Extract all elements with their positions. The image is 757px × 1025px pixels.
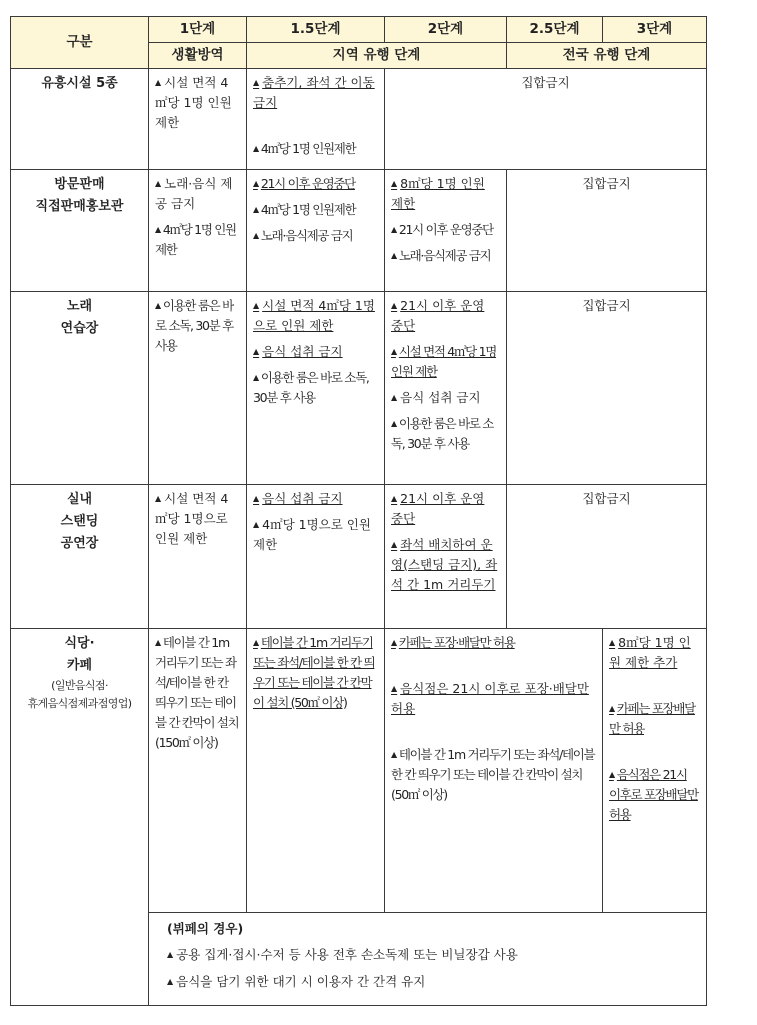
cell-standing-level-1-5: [247, 485, 385, 629]
triangle-bullet-icon: ▲: [391, 347, 396, 356]
header-level-1-5: 1.5단계: [247, 17, 385, 43]
cell-karaoke-level-1-5: [247, 292, 385, 485]
buffet-title: (뷔페의 경우): [167, 921, 244, 936]
list-item: ▲ 시설 면적 4㎡당 1명 인원 제한: [391, 344, 497, 379]
triangle-bullet-icon: ▲: [155, 179, 162, 188]
header-level-1: 1단계: [149, 17, 247, 43]
cell-karaoke-level-1: [149, 292, 247, 485]
triangle-bullet-icon: ▲: [391, 638, 396, 647]
cell-sales-ban: 집합금지: [507, 170, 707, 292]
list-item: ▲ 음식 섭취 금지: [253, 491, 343, 506]
row-label-line: 스탠딩: [60, 514, 99, 529]
triangle-bullet-icon: ▲: [155, 225, 160, 234]
cell-standing-ban: 집합금지: [507, 485, 707, 629]
row-label-line: 식당·: [64, 636, 95, 651]
row-label-standing: [11, 485, 149, 629]
list-item: ▲ 카페는 포장배달만 허용: [609, 701, 695, 736]
cell-sales-level-2: [385, 170, 507, 292]
row-label-entertainment: 유흥시설 5종: [11, 69, 149, 170]
cell-entertainment-ban: 집합금지: [385, 69, 707, 170]
cell-karaoke-ban: 집합금지: [507, 292, 707, 485]
row-sublabel: (일반음식점·: [51, 679, 108, 692]
header-sub-level-1: 생활방역: [149, 43, 247, 69]
row-label-line: 직접판매홍보관: [35, 199, 124, 214]
cell-karaoke-level-2: [385, 292, 507, 485]
row-label-karaoke: [11, 292, 149, 485]
table-row-sales: [11, 170, 707, 292]
cell-cafe-level-1: [149, 629, 247, 913]
triangle-bullet-icon: ▲: [391, 540, 398, 549]
table-row-entertainment: [11, 69, 707, 170]
triangle-bullet-icon: ▲: [391, 419, 396, 428]
list-item: ▲ 음식점은 21시 이후로 포장·배달만 허용: [391, 681, 589, 716]
triangle-bullet-icon: ▲: [253, 638, 258, 647]
header-category: 구분: [11, 17, 149, 69]
row-label-line: 연습장: [60, 321, 99, 336]
list-item: ▲ 음식을 담기 위한 대기 시 이용자 간 간격 유지: [167, 974, 426, 989]
list-item: ▲ 이용한 룸은 바로 소독, 30분 후 사용: [253, 370, 369, 405]
triangle-bullet-icon: ▲: [391, 393, 398, 402]
cell-entertainment-level-1-5: [247, 69, 385, 170]
triangle-bullet-icon: ▲: [609, 704, 614, 713]
triangle-bullet-icon: ▲: [391, 684, 398, 693]
row-label-cafe: [11, 629, 149, 1006]
table-row-standing: [11, 485, 707, 629]
row-label-line: 노래: [66, 299, 93, 314]
list-item: ▲ 21시 이후 운영중단: [391, 222, 493, 237]
cell-standing-level-2: [385, 485, 507, 629]
list-item: ▲ 시설 면적 4㎡당 1명으로 인원 제한: [253, 298, 375, 333]
triangle-bullet-icon: ▲: [391, 225, 396, 234]
list-item: ▲ 4㎡당 1명 인원제한: [155, 222, 236, 257]
triangle-bullet-icon: ▲: [253, 301, 260, 310]
header-level-2-5: 2.5단계: [507, 17, 603, 43]
cell-sales-level-1: [149, 170, 247, 292]
list-item: ▲ 공용 집게·접시·수저 등 사용 전후 손소독제 또는 비닐장갑 사용: [167, 947, 518, 962]
triangle-bullet-icon: ▲: [155, 78, 162, 87]
row-label-line: 카페: [66, 658, 93, 673]
list-item: ▲ 음식 섭취 금지: [391, 390, 481, 405]
triangle-bullet-icon: ▲: [253, 347, 260, 356]
triangle-bullet-icon: ▲: [253, 520, 260, 529]
triangle-bullet-icon: ▲: [155, 301, 160, 310]
list-item: ▲ 노래·음식 제공 금지: [155, 176, 233, 211]
list-item: ▲ 음식점은 21시 이후로 포장배달만 허용: [609, 767, 698, 822]
triangle-bullet-icon: ▲: [391, 179, 398, 188]
table-row-karaoke: [11, 292, 707, 485]
list-item: ▲ 테이블 간 1m 거리두기 또는 좌석/테이블 한 칸 띄우기 또는 테이블 간 칸막이 설치 (50㎡ 이상): [391, 747, 595, 802]
list-item: ▲ 8㎡당 1명 인원 제한 추가: [609, 635, 691, 670]
header-row-levels: [11, 17, 707, 43]
list-item: ▲ 시설 면적 4㎡당 1명 인원 제한: [155, 75, 232, 130]
triangle-bullet-icon: ▲: [391, 251, 396, 260]
triangle-bullet-icon: ▲: [609, 638, 616, 647]
triangle-bullet-icon: ▲: [609, 770, 614, 779]
header-level-2: 2단계: [385, 17, 507, 43]
header-level-3: 3단계: [603, 17, 707, 43]
triangle-bullet-icon: ▲: [167, 977, 174, 986]
list-item: ▲ 시설 면적 4㎡당 1명으로 인원 제한: [155, 491, 229, 546]
triangle-bullet-icon: ▲: [253, 231, 258, 240]
triangle-bullet-icon: ▲: [391, 494, 398, 503]
header-sub-regional: 지역 유행 단계: [247, 43, 507, 69]
row-label-sales: [11, 170, 149, 292]
list-item: ▲ 테이블 간 1m 거리두기 또는 좌석/테이블 한 칸 띄우기 또는 테이블 간 칸막이 설치 (50㎡ 이상): [253, 635, 375, 710]
triangle-bullet-icon: ▲: [391, 301, 398, 310]
table-row-cafe: [11, 629, 707, 913]
triangle-bullet-icon: ▲: [167, 950, 174, 959]
list-item: ▲ 8㎡당 1명 인원 제한: [391, 176, 485, 211]
list-item: ▲ 21시 이후 운영 중단: [391, 491, 485, 526]
list-item: ▲ 21시 이후 운영 중단: [391, 298, 485, 333]
list-item: ▲ 좌석 배치하여 운영(스탠딩 금지), 좌석 간 1m 거리두기: [391, 537, 498, 592]
list-item: ▲ 이용한 룸은 바로 소독, 30분 후 사용: [155, 298, 233, 353]
list-item: ▲ 4㎡당 1명 인원제한: [253, 202, 356, 217]
row-label-line: 방문판매: [54, 177, 105, 192]
triangle-bullet-icon: ▲: [253, 373, 258, 382]
list-item: ▲ 카페는 포장·배달만 허용: [391, 635, 515, 650]
triangle-bullet-icon: ▲: [253, 78, 260, 87]
list-item: ▲ 춤추기, 좌석 간 이동 금지: [253, 75, 375, 110]
list-item: ▲ 4㎡당 1명으로 인원 제한: [253, 517, 371, 552]
cell-standing-level-1: [149, 485, 247, 629]
cell-cafe-level-1-5: [247, 629, 385, 913]
list-item: ▲ 테이블 간 1m 거리두기 또는 좌석/테이블 한 칸 띄우기 또는 테이블 간 칸막이 설치 (150㎡ 이상): [155, 635, 239, 750]
list-item: ▲ 음식 섭취 금지: [253, 344, 343, 359]
row-label-line: 공연장: [60, 536, 99, 551]
distancing-rules-table: [10, 16, 707, 1006]
triangle-bullet-icon: ▲: [391, 750, 396, 759]
row-label-line: 실내: [66, 492, 93, 507]
triangle-bullet-icon: ▲: [253, 494, 260, 503]
triangle-bullet-icon: ▲: [253, 205, 258, 214]
triangle-bullet-icon: ▲: [155, 638, 160, 647]
triangle-bullet-icon: ▲: [253, 144, 258, 153]
list-item: ▲ 4㎡당 1명 인원제한: [253, 141, 356, 156]
row-sublabel: 휴게음식점제과점영업): [27, 697, 132, 710]
cell-cafe-level-3: [603, 629, 707, 913]
cell-buffet: [149, 913, 707, 1006]
cell-sales-level-1-5: [247, 170, 385, 292]
cell-cafe-level-2: [385, 629, 603, 913]
list-item: ▲ 21시 이후 운영중단: [253, 176, 355, 191]
list-item: ▲ 이용한 룸은 바로 소독, 30분 후 사용: [391, 416, 494, 451]
cell-entertainment-level-1: [149, 69, 247, 170]
triangle-bullet-icon: ▲: [155, 494, 162, 503]
list-item: ▲ 노래·음식제공 금지: [253, 228, 353, 243]
triangle-bullet-icon: ▲: [253, 179, 258, 188]
list-item: ▲ 노래·음식제공 금지: [391, 248, 491, 263]
header-sub-national: 전국 유행 단계: [507, 43, 707, 69]
